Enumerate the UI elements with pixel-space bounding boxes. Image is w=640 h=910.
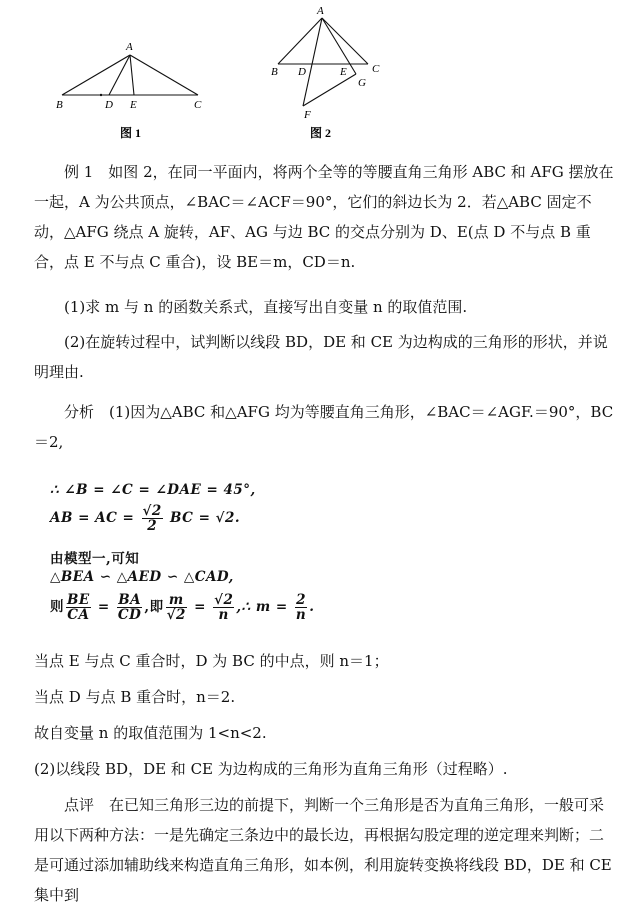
fig2-label-G: G xyxy=(358,77,366,89)
math-text: = xyxy=(97,599,110,615)
dot-mark xyxy=(100,94,102,96)
fraction-numerator: 2 xyxy=(296,592,306,608)
range-conclusion: 故自变量 n 的取值范围为 1<n<2. xyxy=(34,724,267,742)
figures xyxy=(0,0,640,150)
math-text: 则 xyxy=(50,599,64,615)
fig2-label-D: D xyxy=(298,66,306,78)
fraction-numerator: √2 xyxy=(142,503,162,519)
fig2-label-C: C xyxy=(372,63,380,75)
figure-1 xyxy=(62,55,198,95)
fig1-label-D: D xyxy=(105,99,113,111)
fig2-caption: 图 2 xyxy=(310,126,332,140)
fig2-label-B: B xyxy=(271,66,278,78)
question-1: (1)求 m 与 n 的函数关系式，直接写出自变量 n 的取值范围. xyxy=(64,298,468,316)
figure-2 xyxy=(278,18,368,106)
math-text: 由模型一,可知 xyxy=(50,551,140,567)
analysis-intro: 分析 (1)因为△ABC 和△AFG 均为等腰直角三角形，∠BAC＝∠AGF.＝90°，BC＝2, xyxy=(34,403,614,451)
math-line-angles: ∴ ∠B = ∠C = ∠DAE = 45°, xyxy=(50,482,256,498)
comment-paragraph: 点评 在已知三角形三边的前提下，判断一个三角形是否为直角三角形，一般可采用以下两种方法：一是先确定三条边中的最长边，再根据勾股定理的逆定理来判断；二是可通过添加辅助线来构造直角三角形，如本例，利用旋转变换将线段 BD，DE 和 CE 集中到 xyxy=(34,796,612,904)
math-line-ratio xyxy=(50,593,314,622)
fraction-denominator: n xyxy=(295,607,307,623)
fraction-numerator: BA xyxy=(118,592,142,608)
math-text: ,即 xyxy=(144,599,164,615)
fraction-denominator: n xyxy=(218,607,229,623)
case-d-equals-b: 当点 D 与点 B 重合时，n＝2. xyxy=(34,688,236,706)
math-line-similar: △BEA ∽ △AED ∽ △CAD, xyxy=(50,569,234,585)
fraction-denominator: √2 xyxy=(166,607,186,623)
math-text: AB = AC = xyxy=(50,510,135,526)
fig2-label-A: A xyxy=(317,5,324,17)
math-text: = xyxy=(194,599,206,615)
fig1-label-E: E xyxy=(130,99,137,111)
fraction xyxy=(213,593,234,622)
math-text: BC = √2. xyxy=(170,510,241,526)
fraction-numerator: m xyxy=(166,593,187,608)
fig1-label-C: C xyxy=(194,99,202,111)
math-text: . xyxy=(309,599,315,615)
math-text: ,∴ m = xyxy=(236,599,288,615)
fraction-denominator: CA xyxy=(67,607,90,623)
fraction xyxy=(295,593,307,622)
fig1-caption: 图 1 xyxy=(120,126,142,140)
fig1-label-A: A xyxy=(126,41,133,53)
fraction xyxy=(66,593,91,622)
fraction-denominator: 2 xyxy=(147,518,158,534)
case-e-equals-c: 当点 E 与点 C 重合时，D 为 BC 的中点，则 n＝1； xyxy=(34,652,389,670)
part-2-conclusion: (2)以线段 BD，DE 和 CE 为边构成的三角形为直角三角形（过程略）. xyxy=(34,760,508,778)
fig1-label-B: B xyxy=(56,99,63,111)
fraction xyxy=(166,593,187,622)
math-line-sides xyxy=(50,504,240,533)
fig2-label-F: F xyxy=(304,109,311,121)
fraction-numerator: BE xyxy=(67,592,90,608)
fraction-denominator: CD xyxy=(117,607,142,623)
question-2: (2)在旋转过程中，试判断以线段 BD，DE 和 CE 为边构成的三角形的形状，并说明理由. xyxy=(34,333,608,381)
fig2-label-E: E xyxy=(340,66,347,78)
fraction-numerator: √2 xyxy=(214,592,234,608)
math-line-model xyxy=(50,547,139,567)
fraction xyxy=(117,593,142,622)
example-paragraph: 例 1 如图 2，在同一平面内，将两个全等的等腰直角三角形 ABC 和 AFG 摆放在一起，A 为公共顶点，∠BAC＝∠ACF＝90°，它们的斜边长为 2．若△ABC 固定不动，△AFG 绕点 A 旋转，AF、AG 与边 BC 的交点分别为 D、E(点 D 不与点 B 重合，点 E 不与点 C 重合)，设 BE＝m，CD＝n. xyxy=(34,163,614,271)
fraction xyxy=(142,504,163,533)
